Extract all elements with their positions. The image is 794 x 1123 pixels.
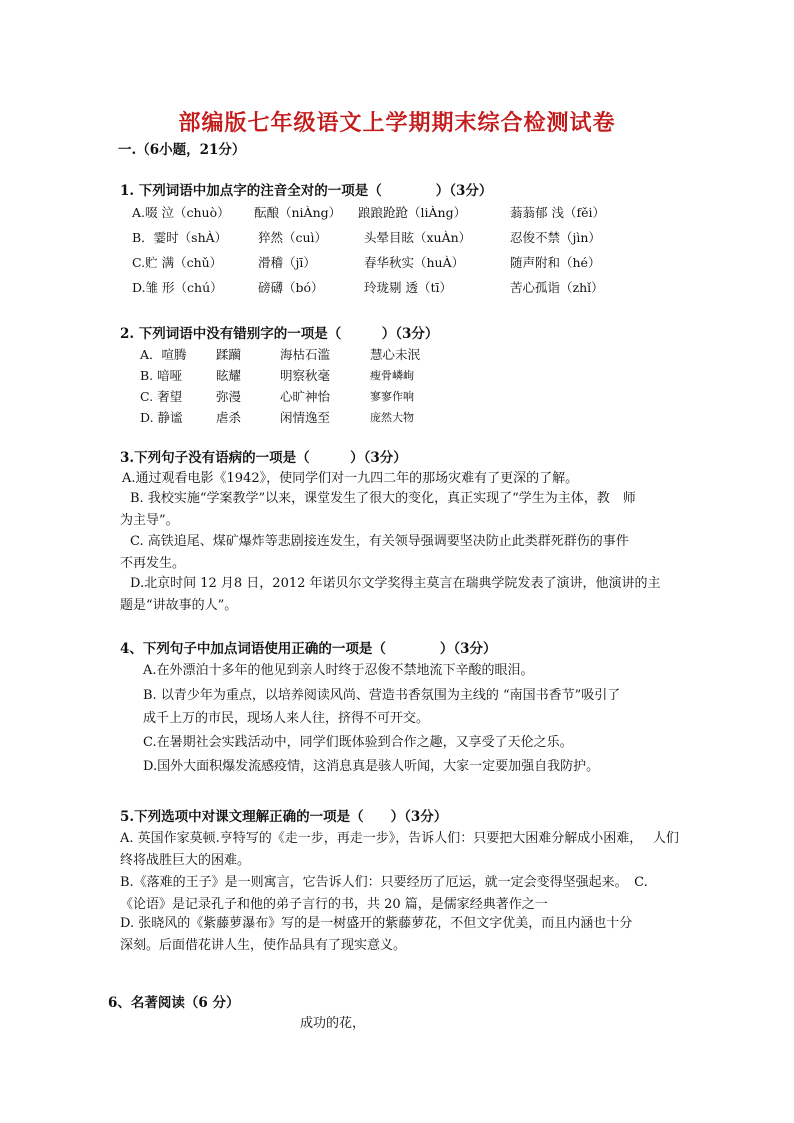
q1-option-a-4: 蓊蓊郁 浅（fěi） bbox=[510, 205, 605, 220]
question-6-stem: 6、名著阅读（6 分） bbox=[108, 995, 240, 1011]
q3-line: B. 我校实施“学案教学”以来，课堂发生了很大的变化，真正实现了“学生为主体，教 师 bbox=[130, 491, 636, 506]
section-heading: 一.（6小题，21分） bbox=[118, 142, 246, 158]
q1-option-a-2: 酝酿（niÀng） bbox=[254, 205, 342, 220]
q1-option-b-4: 忍俊不禁（jìn） bbox=[510, 230, 601, 245]
question-4-stem: 4、下列句子中加点词语使用正确的一项是（ ）（3分） bbox=[120, 641, 497, 657]
q5-line: D. 张晓风的《紫藤萝瀑布》写的是一树盛开的紫藤萝花，不但文字优美，而且内涵也十分 bbox=[120, 916, 633, 931]
q1-option-c-4: 随声附和（hé） bbox=[510, 255, 601, 270]
q2-option-c-1: C. 奢望 bbox=[140, 389, 183, 404]
q3-line: D.北京时间 12 月8 日，2012 年诺贝尔文学奖得主莫言在瑞典学院发表了演讲，他演讲的主 bbox=[130, 576, 661, 591]
question-2-stem: 2. 下列词语中没有错别字的一项是（ ）（3分） bbox=[120, 326, 439, 342]
q1-option-b-1: B．霎时（shÀ） bbox=[132, 230, 228, 245]
q1-option-d-2: 磅礴（bó） bbox=[258, 280, 324, 295]
q1-option-d-4: 苦心孤诣（zhǐ） bbox=[510, 280, 604, 295]
q2-option-b-1: B. 喑哑 bbox=[140, 368, 183, 383]
q3-line: A.通过观看电影《1942》，使同学们对一九四二年的那场灾难有了更深的了解。 bbox=[122, 471, 579, 486]
q2-option-d-1: D. 静谧 bbox=[140, 410, 183, 425]
q5-line: 《论语》是记录孔子和他的弟子言行的书，共 20 篇，是儒家经典著作之一 bbox=[120, 897, 548, 912]
q2-option-c-4: 寥寥作响 bbox=[370, 390, 414, 403]
question-1-stem: 1. 下列词语中加点字的注音全对的一项是（ ）（3分） bbox=[120, 183, 493, 199]
q2-option-d-4: 庞然大物 bbox=[370, 411, 414, 424]
question-3-stem: 3.下列句子没有语病的一项是（ ）（3分） bbox=[120, 450, 407, 466]
q1-option-c-1: C.贮 满（chǔ） bbox=[132, 255, 223, 270]
q3-line: 不再发生。 bbox=[120, 556, 186, 571]
q4-line: A.在外漂泊十多年的他见到亲人时终于忍俊不禁地流下辛酸的眼泪。 bbox=[143, 663, 534, 678]
q2-option-a-1: A．喧腾 bbox=[140, 347, 187, 362]
q1-option-b-3: 头晕目眩（xuÀn） bbox=[364, 230, 472, 245]
q5-line: B.《落难的王子》是一则寓言，它告诉人们：只要经历了厄运，就一定会变得坚强起来。 C. bbox=[120, 875, 648, 890]
q2-option-a-4: 慧心未泯 bbox=[370, 347, 421, 362]
q4-line: B. 以青少年为重点，以培养阅读风尚、营造书香氛围为主线的 “南国书香节”吸引了 bbox=[143, 688, 621, 703]
q1-option-c-3: 春华秋实（huÀ） bbox=[364, 255, 465, 270]
q2-option-d-2: 虐杀 bbox=[216, 410, 242, 425]
q2-option-a-2: 蹂躏 bbox=[216, 347, 242, 362]
q4-line: C.在暑期社会实践活动中，同学们既体验到合作之趣，又享受了天伦之乐。 bbox=[143, 735, 573, 750]
q4-line: 成千上万的市民，现场人来人往，挤得不可开交。 bbox=[143, 711, 430, 726]
q5-line: A. 英国作家莫顿.亨特写的《走一步，再走一步》，告诉人们：只要把大困难分解成小困难， 人们 bbox=[120, 831, 679, 846]
q3-line: C. 高铁追尾、煤矿爆炸等悲剧接连发生，有关领导强调要坚决防止此类群死群伤的事件 bbox=[130, 534, 629, 549]
q5-line: 终将战胜巨大的困难。 bbox=[120, 853, 251, 868]
q1-option-a-3: 踉踉跄跄（liÀng） bbox=[358, 205, 467, 220]
q1-option-a-1: A.啜 泣（chuò） bbox=[132, 205, 230, 220]
q1-option-d-3: 玲珑剔 透（tī） bbox=[364, 280, 452, 295]
page-title: 部编版七年级语文上学期期末综合检测试卷 bbox=[178, 110, 616, 136]
q1-option-d-1: D.雏 形（chú） bbox=[132, 280, 223, 295]
q2-option-c-2: 弥漫 bbox=[216, 389, 242, 404]
q3-line: 题是“讲故事的人”。 bbox=[120, 598, 238, 613]
q2-option-b-3: 明察秋毫 bbox=[280, 368, 331, 383]
q3-line: 为主导”。 bbox=[120, 513, 179, 528]
q1-option-b-2: 猝然（cuì） bbox=[258, 230, 328, 245]
q2-option-b-2: 眩耀 bbox=[216, 368, 242, 383]
q4-line: D.国外大面积爆发流感疫情，这消息真是骇人听闻，大家一定要加强自我防护。 bbox=[143, 759, 600, 774]
q6-line: 成功的花， bbox=[300, 1016, 366, 1031]
q2-option-a-3: 海枯石滥 bbox=[280, 347, 331, 362]
q2-option-c-3: 心旷神怡 bbox=[280, 389, 331, 404]
q1-option-c-2: 滑稽（jī） bbox=[258, 255, 316, 270]
q2-option-b-4: 瘦骨嶙峋 bbox=[370, 369, 414, 382]
question-5-stem: 5.下列选项中对课文理解正确的一项是（ ）（3分） bbox=[120, 809, 448, 825]
q2-option-d-3: 闲情逸至 bbox=[280, 410, 331, 425]
q5-line: 深刻。后面借花讲人生，使作品具有了现实意义。 bbox=[120, 938, 407, 953]
